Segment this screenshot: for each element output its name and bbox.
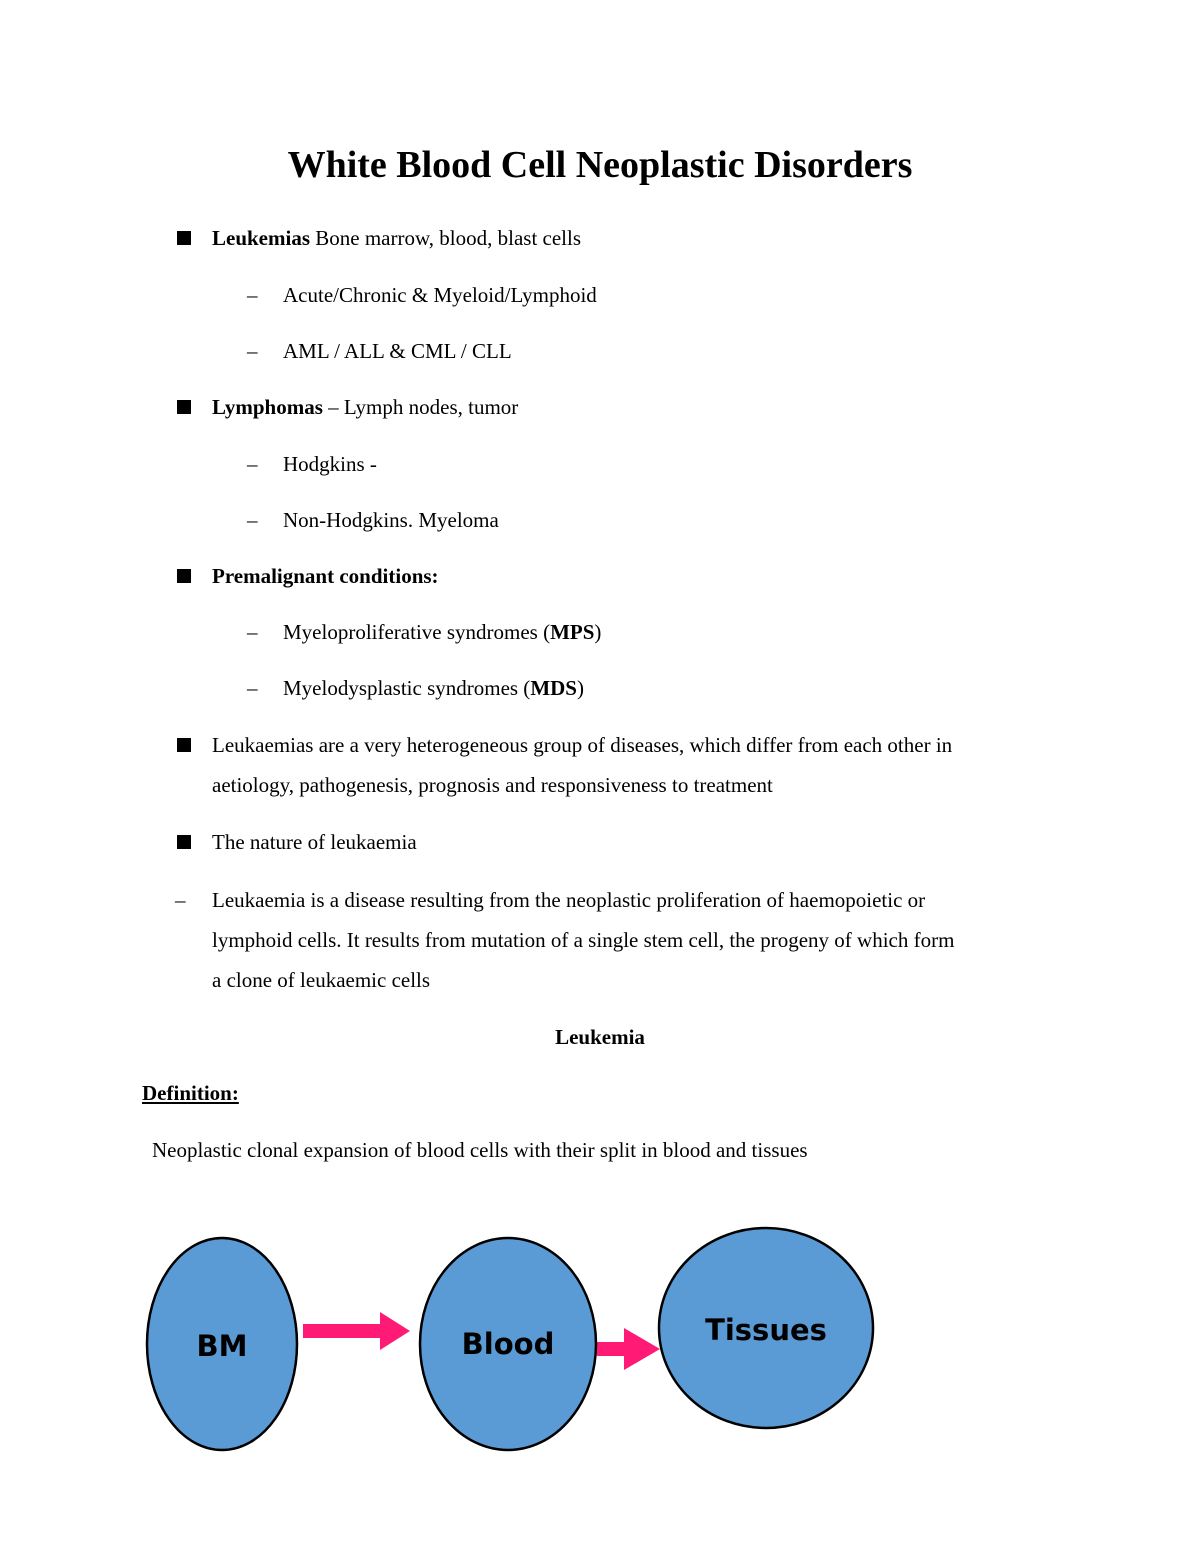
- dash-icon: –: [247, 620, 258, 644]
- sub-item-text: ): [576, 676, 584, 700]
- node-blood: [420, 1238, 596, 1450]
- dash-icon: –: [247, 452, 258, 476]
- heterogeneous-line-1: Leukaemias are a very heterogeneous group of diseases, which differ from each other in: [212, 733, 953, 757]
- bullet-square-icon: [177, 738, 191, 752]
- arrow-blood-to-tissues: [597, 1328, 660, 1370]
- node-tissues-label: Tissues: [705, 1313, 827, 1347]
- arrow-head: [380, 1312, 410, 1350]
- arrow-shaft: [303, 1324, 383, 1338]
- lymphomas-term: Lymphomas: [212, 395, 323, 419]
- heterogeneous-line-2: aetiology, pathogenesis, prognosis and responsiveness to treatment: [212, 773, 773, 797]
- abbreviation-mps: MPS: [550, 620, 595, 644]
- leukemias-item: [212, 225, 581, 251]
- bullet-square-icon: [177, 231, 191, 245]
- leukemias-sub-item: AML / ALL & CML / CLL: [283, 339, 512, 363]
- dash-icon: –: [247, 676, 258, 700]
- lymphomas-item: [212, 394, 518, 420]
- sub-item-text: ): [594, 620, 602, 644]
- leukemia-heading: Leukemia: [555, 1025, 645, 1049]
- arrow-shaft: [597, 1342, 627, 1356]
- sub-item-text: Myelodysplastic syndromes (: [283, 676, 531, 700]
- leukemias-sub-item: Acute/Chronic & Myeloid/Lymphoid: [283, 283, 597, 307]
- dash-icon: –: [247, 283, 258, 307]
- nature-detail-line-2: lymphoid cells. It results from mutation of a single stem cell, the progeny of which form: [212, 928, 955, 952]
- premalignant-sub-item: [283, 619, 601, 645]
- node-bm: [147, 1238, 297, 1450]
- sub-item-text: Myeloproliferative syndromes (: [283, 620, 551, 644]
- bullet-square-icon: [177, 835, 191, 849]
- dash-icon: –: [175, 888, 186, 912]
- page-title: White Blood Cell Neoplastic Disorders: [287, 144, 913, 186]
- definition-text: Neoplastic clonal expansion of blood cells with their split in blood and tissues: [152, 1138, 808, 1162]
- arrow-bm-to-blood: [303, 1312, 410, 1350]
- leukemias-text: Bone marrow, blood, blast cells: [310, 226, 582, 250]
- lymphomas-text: – Lymph nodes, tumor: [322, 395, 519, 419]
- flow-diagram: [0, 1220, 1200, 1470]
- bullet-square-icon: [177, 400, 191, 414]
- node-blood-label: Blood: [461, 1327, 555, 1361]
- definition-label: Definition:: [142, 1081, 239, 1105]
- node-tissues: [659, 1228, 873, 1428]
- bullet-square-icon: [177, 569, 191, 583]
- dash-icon: –: [247, 339, 258, 363]
- leukemias-term: Leukemias: [212, 226, 311, 250]
- nature-item: The nature of leukaemia: [212, 830, 417, 854]
- dash-icon: –: [247, 508, 258, 532]
- nature-detail-line-3: a clone of leukaemic cells: [212, 968, 431, 992]
- abbreviation-mds: MDS: [530, 676, 577, 700]
- node-bm-label: BM: [196, 1329, 248, 1363]
- premalignant-term: Premalignant conditions:: [212, 564, 439, 588]
- lymphomas-sub-item: Non-Hodgkins. Myeloma: [283, 508, 499, 532]
- lymphomas-sub-item: Hodgkins -: [283, 452, 377, 476]
- arrow-head: [624, 1328, 660, 1370]
- nature-detail-line-1: Leukaemia is a disease resulting from the neoplastic proliferation of haemopoietic or: [212, 888, 926, 912]
- premalignant-sub-item: [283, 675, 584, 701]
